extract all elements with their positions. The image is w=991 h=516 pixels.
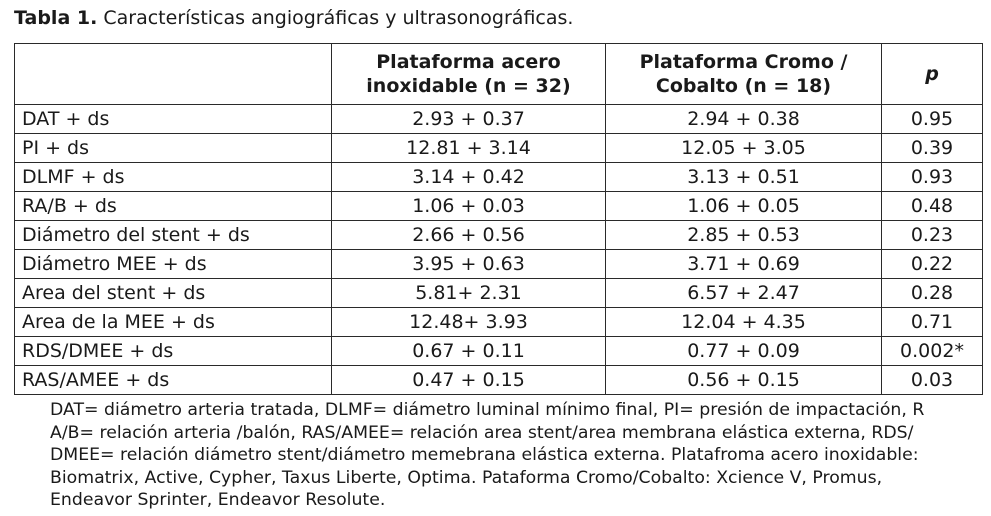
table-caption	[14, 6, 573, 30]
cell-cobalt-chrome: 12.04 + 4.35	[606, 308, 882, 337]
table-row	[15, 192, 983, 221]
header-cobalt-chrome: Plataforma Cromo / Cobalto (n = 18)	[606, 44, 882, 105]
table-row	[15, 250, 983, 279]
cell-stainless-steel: 0.47 + 0.15	[332, 366, 606, 395]
cell-cobalt-chrome: 1.06 + 0.05	[606, 192, 882, 221]
cell-cobalt-chrome: 12.05 + 3.05	[606, 134, 882, 163]
table-caption-text: Características angiográficas y ultrasonográficas.	[103, 7, 574, 29]
cell-stainless-steel: 3.95 + 0.63	[332, 250, 606, 279]
table-header-row	[15, 44, 983, 105]
cell-parameter: DAT + ds	[15, 105, 332, 134]
cell-cobalt-chrome: 0.77 + 0.09	[606, 337, 882, 366]
cell-stainless-steel: 2.66 + 0.56	[332, 221, 606, 250]
header-p-value: p	[882, 44, 983, 105]
cell-p-value: 0.002*	[882, 337, 983, 366]
cell-stainless-steel: 12.81 + 3.14	[332, 134, 606, 163]
cell-p-value: 0.71	[882, 308, 983, 337]
table-row	[15, 279, 983, 308]
cell-cobalt-chrome: 2.85 + 0.53	[606, 221, 882, 250]
cell-parameter: RDS/DMEE + ds	[15, 337, 332, 366]
footnote-line: Endeavor Sprinter, Endeavor Resolute.	[50, 490, 386, 511]
cell-p-value: 0.93	[882, 163, 983, 192]
header-parameter	[15, 44, 332, 105]
cell-p-value: 0.23	[882, 221, 983, 250]
table-footnote	[50, 399, 990, 512]
cell-cobalt-chrome: 2.94 + 0.38	[606, 105, 882, 134]
cell-p-value: 0.22	[882, 250, 983, 279]
cell-stainless-steel: 3.14 + 0.42	[332, 163, 606, 192]
cell-stainless-steel: 1.06 + 0.03	[332, 192, 606, 221]
table-caption-label: Tabla 1.	[14, 7, 98, 29]
footnote-line: A/B= relación arteria /balón, RAS/AMEE= relación area stent/area membrana elástica externa, RDS/	[50, 422, 914, 443]
cell-parameter: RA/B + ds	[15, 192, 332, 221]
cell-parameter: RAS/AMEE + ds	[15, 366, 332, 395]
table-row	[15, 308, 983, 337]
table-row	[15, 105, 983, 134]
cell-parameter: Diámetro MEE + ds	[15, 250, 332, 279]
footnote-line: DAT= diámetro arteria tratada, DLMF= diámetro luminal mínimo final, PI= presión de impactación, R	[50, 400, 925, 420]
cell-parameter: Area del stent + ds	[15, 279, 332, 308]
footnote-line: DMEE= relación diámetro stent/diámetro memebrana elástica externa. Platafroma acero inoxidable:	[50, 445, 919, 466]
cell-stainless-steel: 5.81+ 2.31	[332, 279, 606, 308]
table-row	[15, 221, 983, 250]
cell-parameter: Diámetro del stent + ds	[15, 221, 332, 250]
header-stainless-steel: Plataforma acero inoxidable (n = 32)	[332, 44, 606, 105]
characteristics-table	[14, 43, 983, 395]
cell-p-value: 0.39	[882, 134, 983, 163]
table-body	[15, 105, 983, 395]
table-row	[15, 337, 983, 366]
cell-parameter: DLMF + ds	[15, 163, 332, 192]
cell-p-value: 0.48	[882, 192, 983, 221]
cell-stainless-steel: 0.67 + 0.11	[332, 337, 606, 366]
cell-cobalt-chrome: 3.71 + 0.69	[606, 250, 882, 279]
table-row	[15, 366, 983, 395]
cell-stainless-steel: 12.48+ 3.93	[332, 308, 606, 337]
footnote-line: Biomatrix, Active, Cypher, Taxus Liberte, Optima. Pataforma Cromo/Cobalto: Xcience V, Promus,	[50, 467, 883, 488]
cell-cobalt-chrome: 3.13 + 0.51	[606, 163, 882, 192]
cell-p-value: 0.28	[882, 279, 983, 308]
cell-p-value: 0.95	[882, 105, 983, 134]
table-row	[15, 134, 983, 163]
cell-cobalt-chrome: 6.57 + 2.47	[606, 279, 882, 308]
cell-cobalt-chrome: 0.56 + 0.15	[606, 366, 882, 395]
cell-p-value: 0.03	[882, 366, 983, 395]
cell-parameter: PI + ds	[15, 134, 332, 163]
cell-stainless-steel: 2.93 + 0.37	[332, 105, 606, 134]
table-row	[15, 163, 983, 192]
cell-parameter: Area de la MEE + ds	[15, 308, 332, 337]
